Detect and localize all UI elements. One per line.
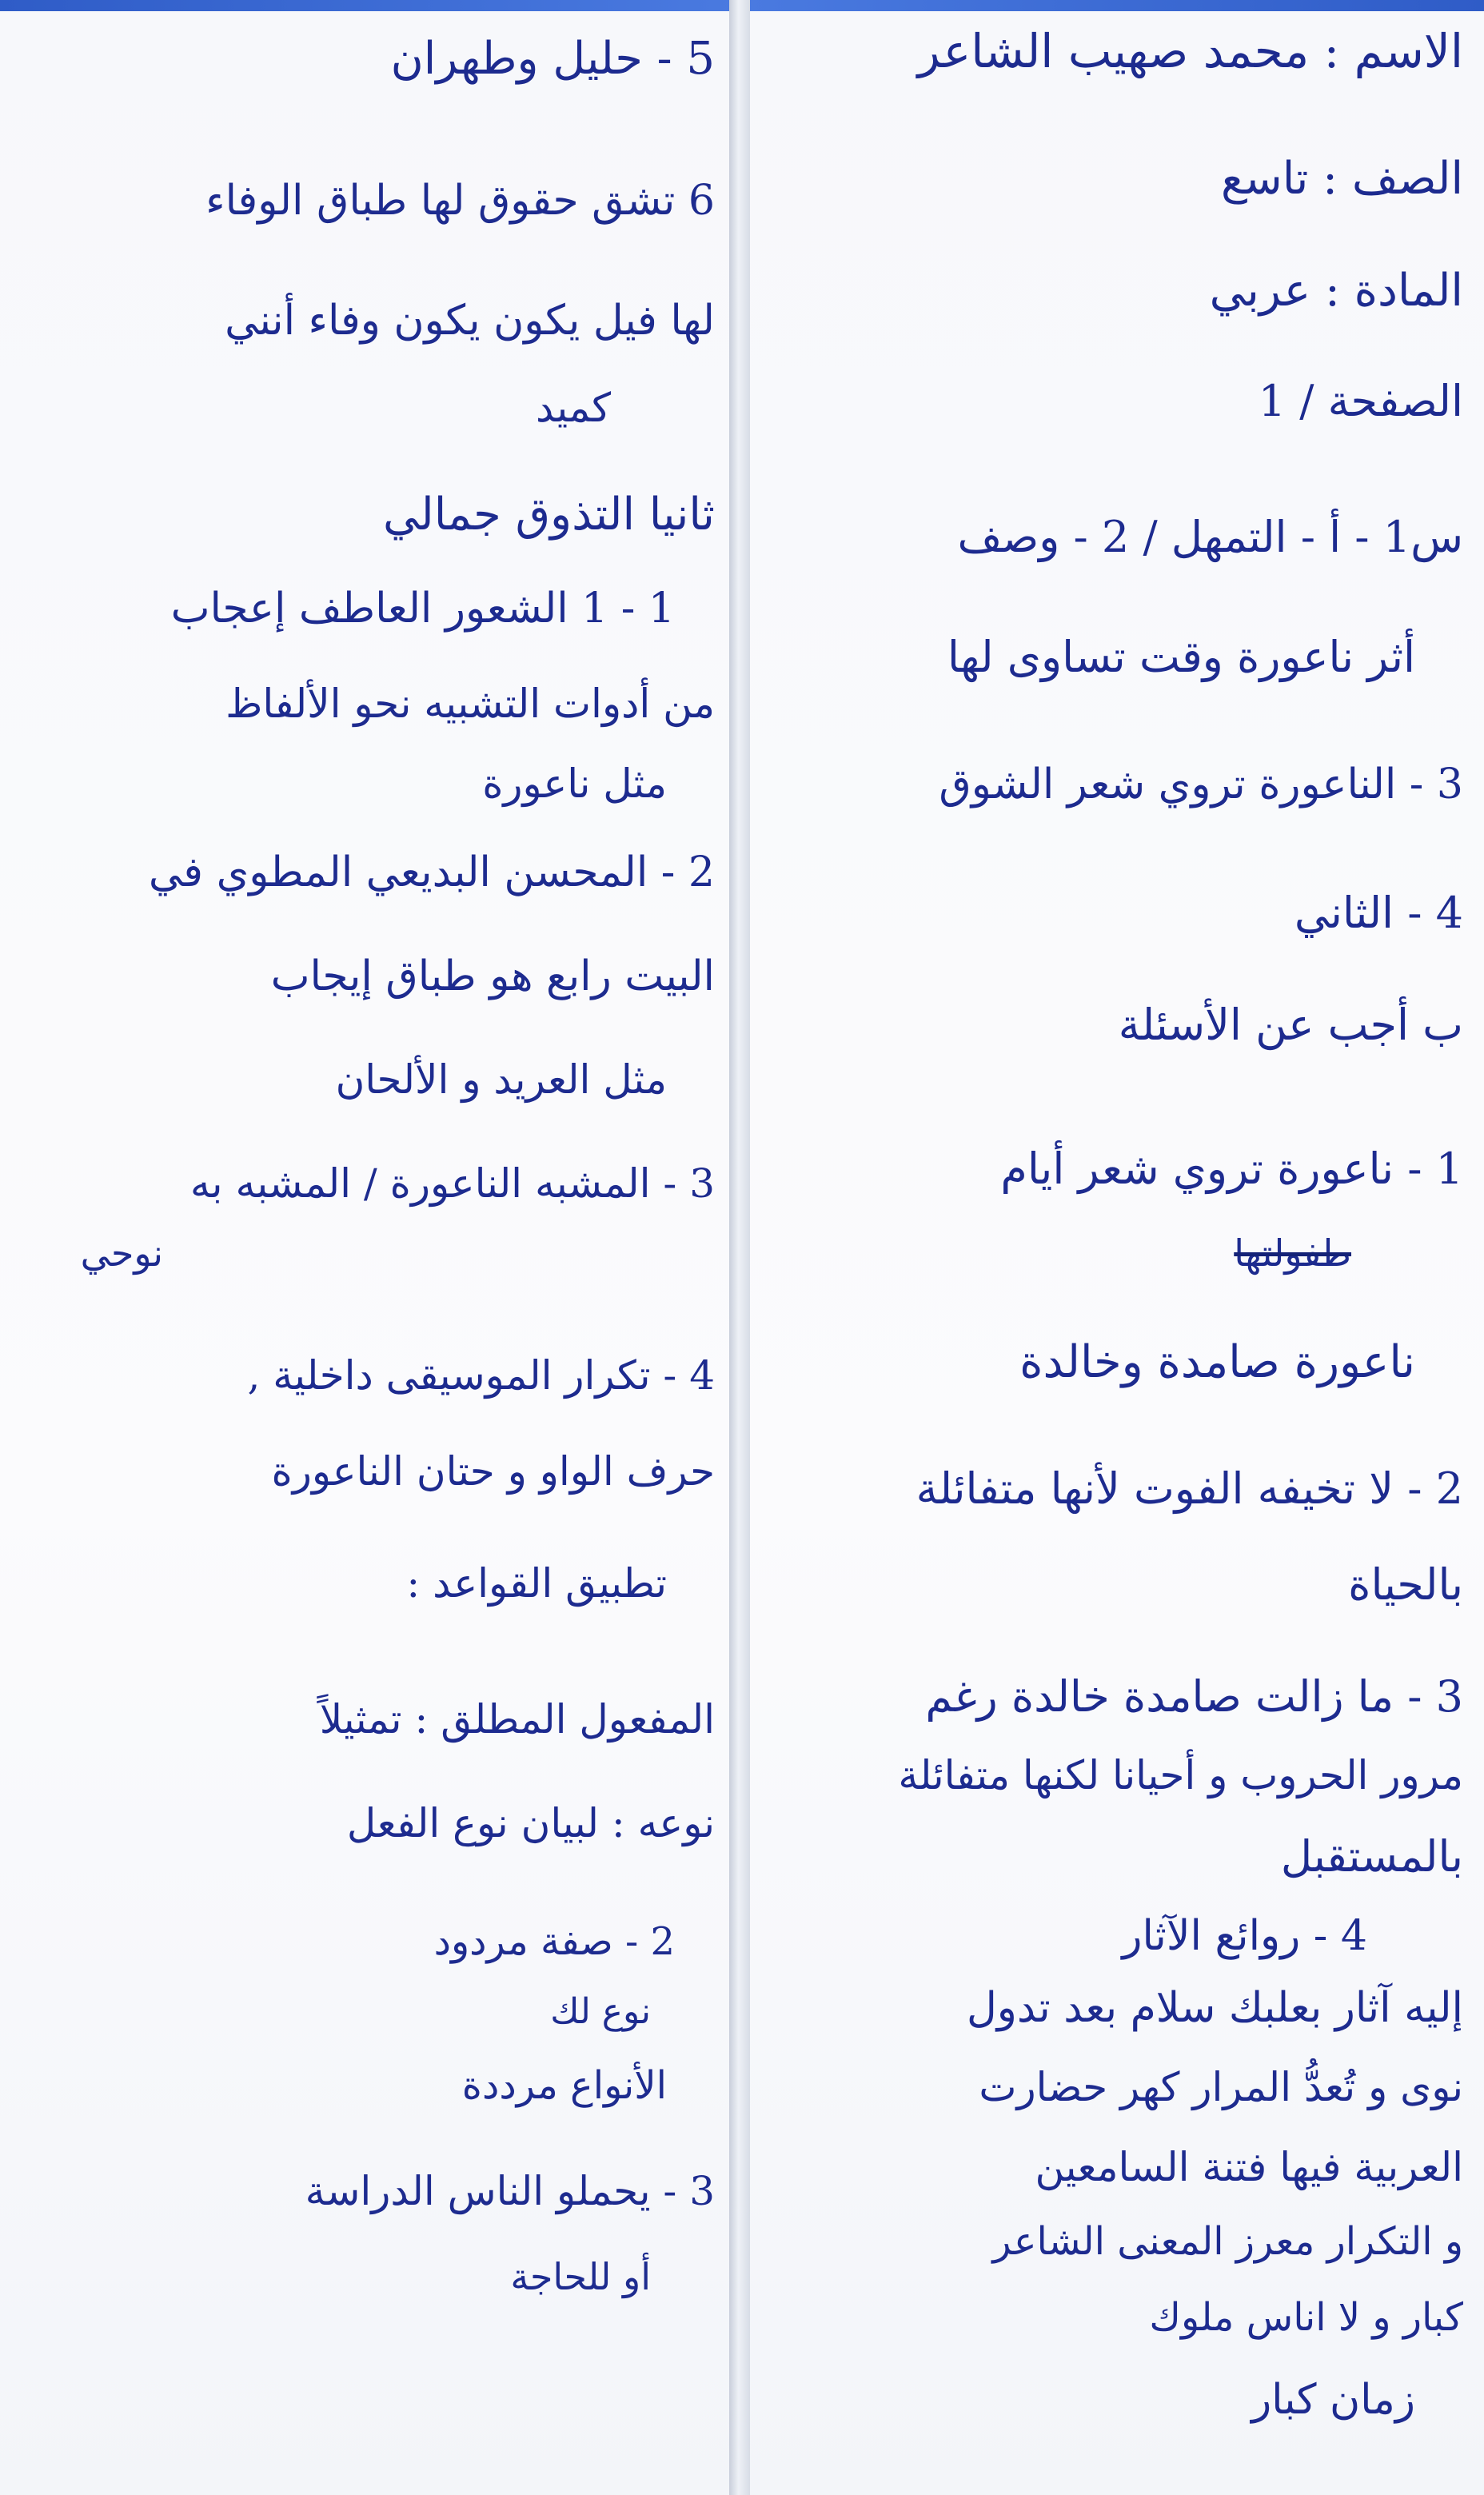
page-number-line: الصفحة / 1 [1258,376,1463,426]
left-column [19,24,715,2479]
answer-line: لها فيل يكون يكون وفاء أنني [225,297,715,345]
answer-line: 4 - روائع الآثار [1122,1912,1367,1960]
answer-line: س1 - أ - التمهل / 2 - وصف [957,512,1463,562]
section-heading: تطبيق القواعد : [406,1560,667,1607]
answer-line: بالمستقبل [1280,1831,1463,1882]
answer-line: 1 - ناعورة تروي شعر أيام [1000,1144,1463,1194]
right-column [760,24,1463,2479]
answer-line: حرف الواو و حتان الناعورة [271,1448,715,1495]
student-name-line: الاسم : محمد صهيب الشاعر [917,24,1463,78]
grade-line: الصف : تاسع [1221,153,1463,205]
answer-line: 2 - صفة مردود [433,1919,675,1964]
answer-line: 6 تشق حقوق لها طباق الوفاء [205,177,715,225]
answer-line: مثل العريد و الألحان [335,1056,667,1103]
page-fold-divider [729,0,750,2495]
answer-line: بالحياة [1348,1559,1463,1610]
subject-line: المادة : عربي [1209,265,1463,317]
answer-line: أثر ناعورة وقت تساوى لها [947,632,1415,682]
answer-line: أو للحاجة [510,2255,651,2298]
answer-line: نوى و تُعدُّ المرار كهر حضارت [979,2064,1463,2110]
answer-line: 3 - المشبه الناعورة / المشبه به [189,1160,715,1207]
answer-line: البيت رابع هو طباق إيجاب [270,952,715,1000]
answer-line: مرور الحروب و أحيانا لكنها متفائلة [898,1752,1463,1798]
answer-line: زمان كبار [1251,2376,1415,2424]
answer-line: نوع لك [550,1991,651,2032]
answer-line: 3 - الناعورة تروي شعر الشوق [939,760,1463,808]
answer-line: 3 - ما زالت صامدة خالدة رغم [925,1671,1463,1722]
answer-line: 4 - تكرار الموسيقى داخلية , [247,1352,715,1399]
answer-line: المفعول المطلق : تمثيلاً [319,1696,715,1743]
answer-line: من أدوات التشبيه نحو الألفاظ [225,681,715,727]
answer-line: 2 - لا تخيفه الفوت لأنها متفائلة [916,1463,1463,1514]
answer-line: كميد [535,385,611,431]
answer-line: كبار و لا اناس ملوك [1149,2295,1463,2340]
answer-line: الأنواع مرددة [461,2063,667,2108]
crossed-out-word: طفولتها [1234,1232,1351,1275]
answer-line: إليه آثار بعلبك سلام بعد تدول [967,1984,1463,2032]
answer-line: مثل ناعورة [482,760,667,807]
answer-line: 4 - الثاني [1294,888,1463,938]
answer-line: ناعورة صامدة وخالدة [1019,1336,1415,1388]
answer-line: نوحي [80,1232,163,1275]
answer-line: 1 - 1 الشعور العاطف إعجاب [170,585,675,633]
answer-line: 3 - يحملو الناس الدراسة [305,2168,715,2214]
answer-line: نوعه : لبيان نوع الفعل [346,1800,715,1846]
answer-line: العربية فيها فتنة السامعين [1035,2144,1463,2190]
answer-line: 2 - المحسن البديعي المطوي في [148,848,715,896]
section-heading: ب أجب عن الأسئلة [1118,1000,1463,1050]
section-heading: ثانيا التذوق جمالي [383,489,715,541]
answer-line: 5 - حليل وطهران [390,33,715,85]
answer-line: و التكرار معرز المعنى الشاعر [992,2219,1463,2264]
